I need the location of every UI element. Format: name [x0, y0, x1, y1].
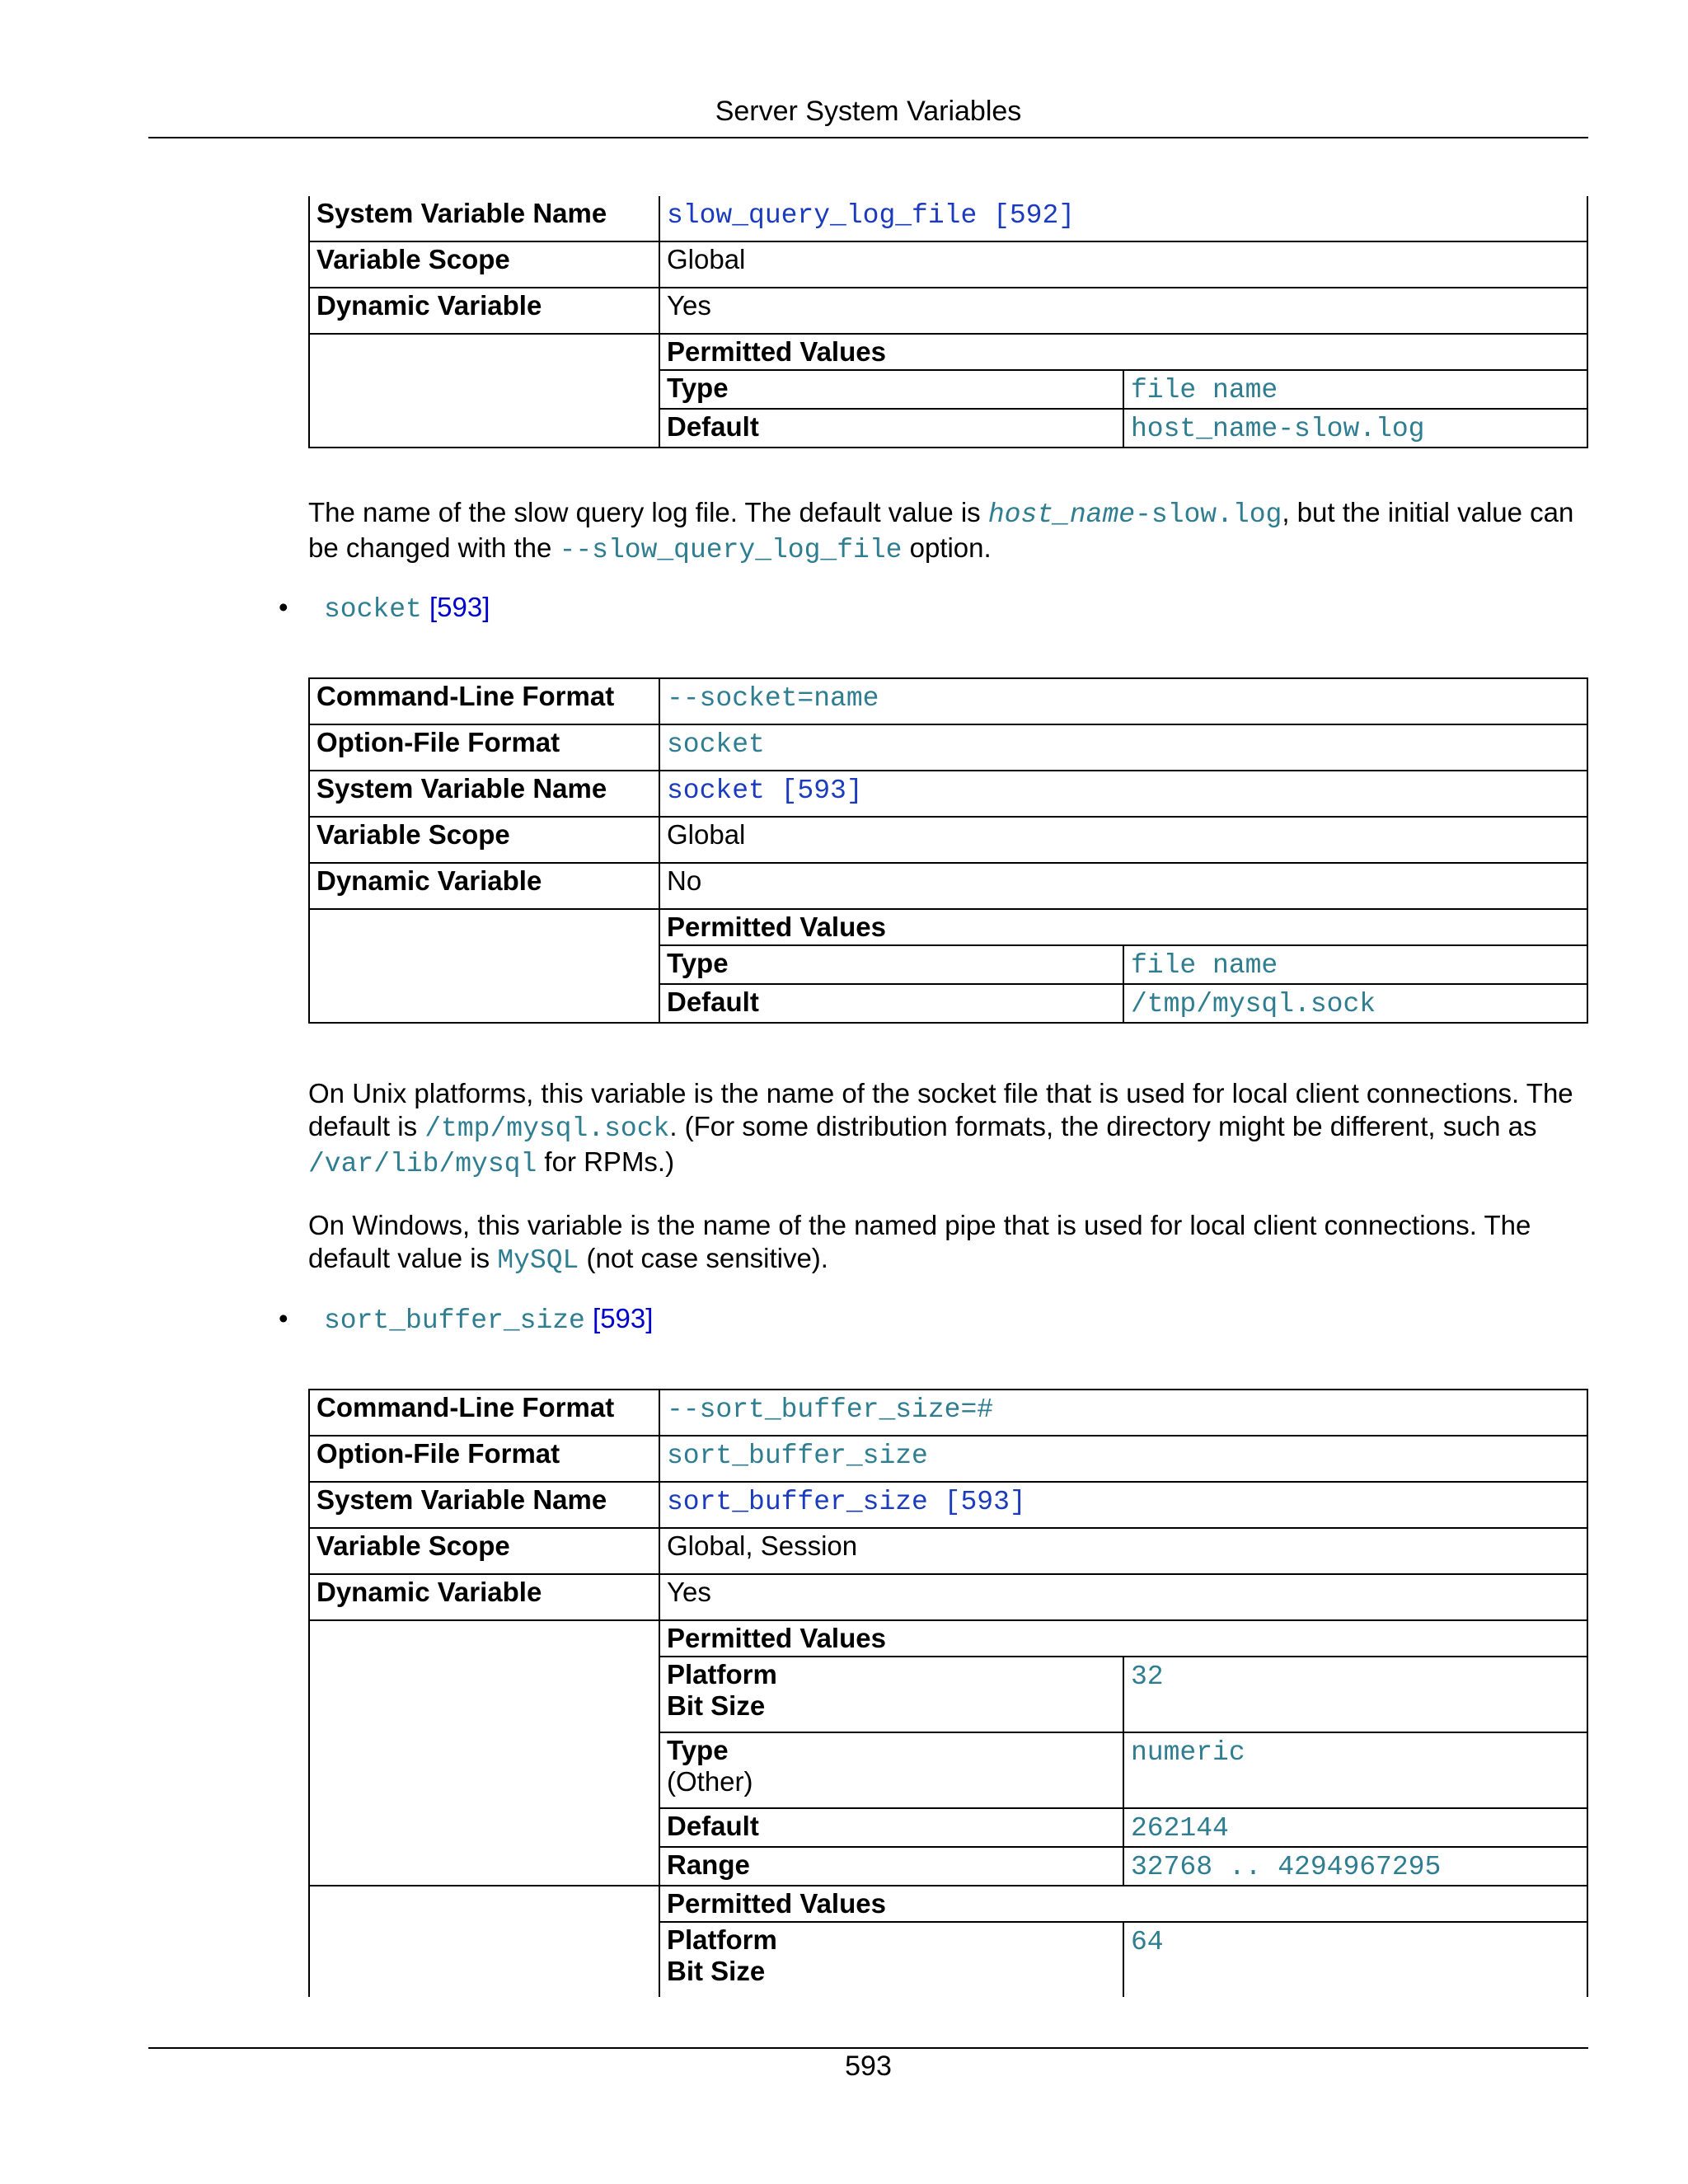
system-variable-name-value: sort_buffer_size [593] [659, 1482, 1587, 1528]
option-file-format-value: sort_buffer_size [659, 1436, 1587, 1482]
type-value: file name [1123, 370, 1587, 409]
socket-bullet[interactable] [324, 591, 490, 626]
permitted-values-heading: Permitted Values [667, 912, 886, 942]
socket-table [308, 677, 1588, 1024]
variable-scope-label: Variable Scope [309, 1528, 659, 1574]
sort-buffer-size-table [308, 1389, 1588, 1997]
permitted-values-block [659, 334, 1587, 448]
option-file-format-value: socket [659, 724, 1587, 771]
socket-bullet-ref[interactable]: [593] [429, 592, 490, 622]
command-line-format-value: --socket=name [659, 678, 1587, 724]
dynamic-variable-value: Yes [659, 1574, 1587, 1620]
type-label: Type [660, 945, 1123, 984]
dynamic-variable-label: Dynamic Variable [309, 1574, 659, 1620]
platform-bit-size-label: Platform Bit Size [660, 1922, 1123, 1997]
system-variable-name-label: System Variable Name [309, 196, 659, 241]
page-number: 593 [845, 2050, 892, 2082]
slow-query-log-file-table [308, 196, 1588, 448]
variable-scope-label: Variable Scope [309, 241, 659, 288]
default-value: /tmp/mysql.sock [1123, 984, 1587, 1022]
system-variable-name-value: slow_query_log_file [592] [659, 196, 1587, 241]
socket-bullet-name[interactable]: socket [324, 594, 422, 625]
type-other-label: Type (Other) [660, 1732, 1123, 1808]
bullet-dot: • [279, 1303, 288, 1333]
command-line-format-value: --sort_buffer_size=# [659, 1390, 1587, 1436]
footer-rule [148, 2047, 1588, 2049]
permitted-values-heading: Permitted Values [667, 1888, 886, 1919]
sort-buffer-size-bullet[interactable] [324, 1302, 653, 1338]
permitted-values-block [659, 909, 1587, 1023]
variable-scope-value: Global [659, 241, 1587, 288]
system-variable-name-value: socket [593] [659, 771, 1587, 817]
platform-bit-size-value: 64 [1123, 1922, 1587, 1997]
default-value: host_name-slow.log [1123, 409, 1587, 447]
default-label: Default [660, 409, 1123, 447]
variable-scope-value: Global, Session [659, 1528, 1587, 1574]
socket-description-windows: On Windows, this variable is the name of the named pipe that is used for local client connections. The default value is MySQL (not case sensitive). [308, 1210, 1531, 1276]
default-label: Default [660, 984, 1123, 1022]
variable-scope-label: Variable Scope [309, 817, 659, 863]
page-header: Server System Variables [715, 96, 1022, 127]
default-label: Default [660, 1808, 1123, 1847]
permitted-values-heading: Permitted Values [667, 336, 886, 367]
dynamic-variable-value: No [659, 863, 1587, 909]
empty-cell [309, 909, 659, 1023]
header-rule [148, 137, 1588, 138]
command-line-format-label: Command-Line Format [309, 1390, 659, 1436]
type-value: numeric [1123, 1732, 1587, 1808]
empty-cell [309, 1886, 659, 1997]
dynamic-variable-value: Yes [659, 288, 1587, 334]
platform-bit-size-value: 32 [1123, 1657, 1587, 1732]
socket-description-unix: On Unix platforms, this variable is the name of the socket file that is used for local client connections. The default is /tmp/mysql.sock. (For some distribution formats, the directory might be different, such as /var/lib/mysql for RPMs.) [308, 1078, 1573, 1179]
permitted-values-heading: Permitted Values [667, 1623, 886, 1653]
sort-buffer-size-bullet-name[interactable]: sort_buffer_size [324, 1305, 585, 1336]
type-value: file name [1123, 945, 1587, 984]
slow-query-log-file-description: The name of the slow query log file. The default value is host_name-slow.log, but the initial value can be changed with the --slow_query_log_file option. [308, 497, 1574, 565]
empty-cell [309, 334, 659, 448]
sort-buffer-size-bullet-ref[interactable]: [593] [593, 1303, 654, 1333]
variable-scope-value: Global [659, 817, 1587, 863]
range-value: 32768 .. 4294967295 [1123, 1847, 1587, 1885]
platform-bit-size-label: Platform Bit Size [660, 1657, 1123, 1732]
permitted-values-block-32 [659, 1620, 1587, 1886]
option-file-format-label: Option-File Format [309, 1436, 659, 1482]
type-label: Type [660, 370, 1123, 409]
option-file-format-label: Option-File Format [309, 724, 659, 771]
system-variable-name-label: System Variable Name [309, 1482, 659, 1528]
command-line-format-label: Command-Line Format [309, 678, 659, 724]
system-variable-name-label: System Variable Name [309, 771, 659, 817]
dynamic-variable-label: Dynamic Variable [309, 288, 659, 334]
permitted-values-block-64 [659, 1886, 1587, 1997]
default-value: 262144 [1123, 1808, 1587, 1847]
dynamic-variable-label: Dynamic Variable [309, 863, 659, 909]
range-label: Range [660, 1847, 1123, 1885]
bullet-dot: • [279, 592, 288, 622]
empty-cell [309, 1620, 659, 1886]
